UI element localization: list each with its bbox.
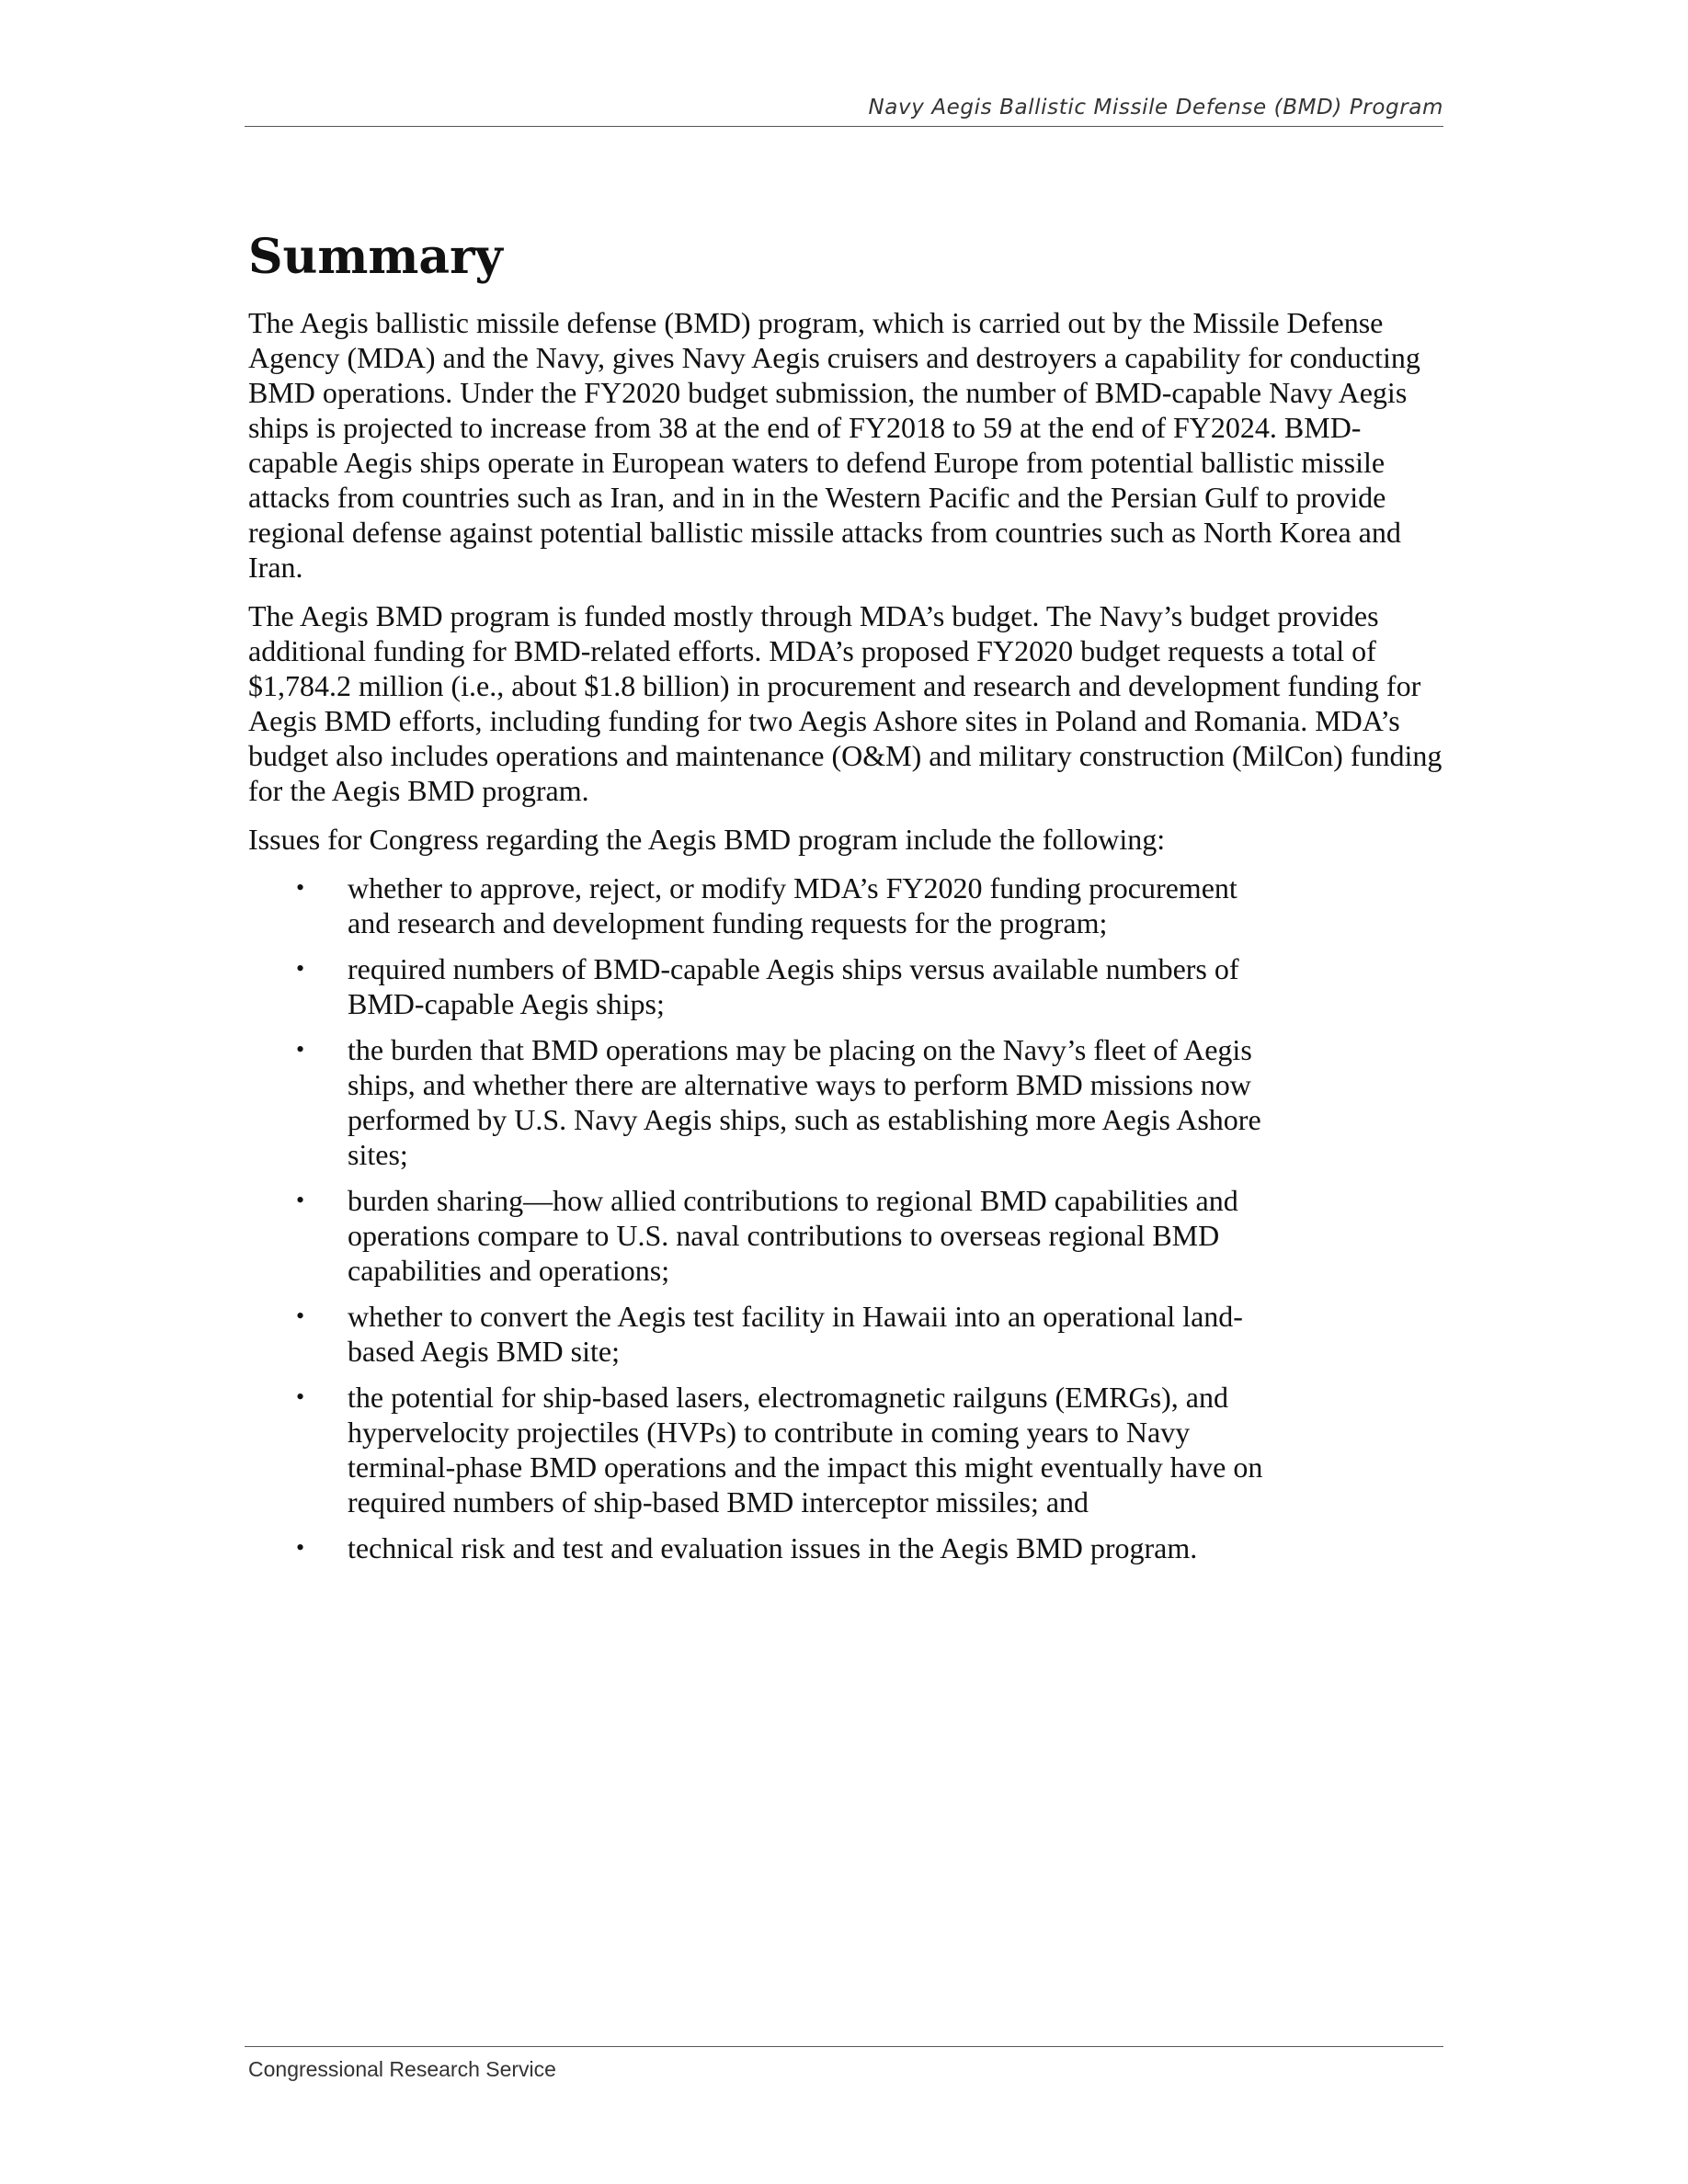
list-item bbox=[248, 1032, 1267, 1172]
section-title: Summary bbox=[248, 229, 503, 285]
header-rule bbox=[245, 126, 1443, 127]
list-item-text: required numbers of BMD-capable Aegis ships versus available numbers of BMD-capable Aegis ships; bbox=[348, 952, 1239, 1020]
list-item bbox=[248, 1380, 1267, 1519]
paragraph-issues-intro: Issues for Congress regarding the Aegis BMD program include the following: bbox=[248, 823, 1166, 856]
paragraph-funding: The Aegis BMD program is funded mostly through MDA’s budget. The Navy’s budget provides additional funding for BMD-related efforts. MDA’s proposed FY2020 budget requests a total of $1,784.2 million (i.e., about $1.8 billion) in procurement and research and development funding for Aegis BMD efforts, including funding for two Aegis Ashore sites in Poland and Romania. MDA’s budget also includes operations and maintenance (O&M) and military construction (MilCon) funding for the Aegis BMD program. bbox=[248, 599, 1443, 807]
list-item-text: whether to convert the Aegis test facility in Hawaii into an operational land-based Aegis BMD site; bbox=[348, 1300, 1243, 1368]
list-item bbox=[248, 1530, 1267, 1565]
list-item-text: the burden that BMD operations may be placing on the Navy’s fleet of Aegis ships, and whether there are alternative ways to perform BMD missions now performed by U.S. Navy Aegis ships, such as establishing more Aegis Ashore sites; bbox=[348, 1033, 1261, 1171]
list-item-text: burden sharing—how allied contributions to regional BMD capabilities and operations compare to U.S. naval contributions to overseas regional BMD capabilities and operations; bbox=[348, 1184, 1238, 1287]
bullet-icon: • bbox=[296, 1534, 305, 1561]
footer-rule bbox=[245, 2046, 1443, 2047]
bullet-icon: • bbox=[296, 1036, 305, 1063]
running-header: Navy Aegis Ballistic Missile Defense (BMD) Program bbox=[868, 96, 1443, 119]
list-item-text: technical risk and test and evaluation issues in the Aegis BMD program. bbox=[348, 1531, 1198, 1564]
list-item bbox=[248, 1299, 1267, 1369]
bullet-icon: • bbox=[296, 1302, 305, 1329]
bullet-icon: • bbox=[296, 955, 305, 982]
list-item-text: the potential for ship-based lasers, electromagnetic railguns (EMRGs), and hypervelocity projectiles (HVPs) to contribute in coming years to Navy terminal-phase BMD operations and the impact this might eventually have on required numbers of ship-based BMD interceptor missiles; and bbox=[348, 1381, 1263, 1519]
list-item bbox=[248, 951, 1267, 1021]
bullet-icon: • bbox=[296, 1383, 305, 1410]
bullet-icon: • bbox=[296, 874, 305, 901]
main-content bbox=[248, 228, 1443, 1576]
paragraph-overview: The Aegis ballistic missile defense (BMD) program, which is carried out by the Missile Defense Agency (MDA) and the Navy, gives Navy Aegis cruisers and destroyers a capability for conducting BMD operations. Under the FY2020 budget submission, the number of BMD-capable Navy Aegis ships is projected to increase from 38 at the end of FY2018 to 59 at the end of FY2024. BMD-capable Aegis ships operate in European waters to defend Europe from potential ballistic missile attacks from countries such as Iran, and in in the Western Pacific and the Persian Gulf to provide regional defense against potential ballistic missile attacks from countries such as North Korea and Iran. bbox=[248, 306, 1420, 584]
issues-list bbox=[248, 870, 1443, 1565]
running-footer: Congressional Research Service bbox=[248, 2057, 556, 2081]
list-item-text: whether to approve, reject, or modify MDA’s FY2020 funding procurement and research and development funding requests for the program; bbox=[348, 871, 1237, 939]
bullet-icon: • bbox=[296, 1187, 305, 1213]
list-item bbox=[248, 870, 1267, 940]
list-item bbox=[248, 1183, 1267, 1288]
